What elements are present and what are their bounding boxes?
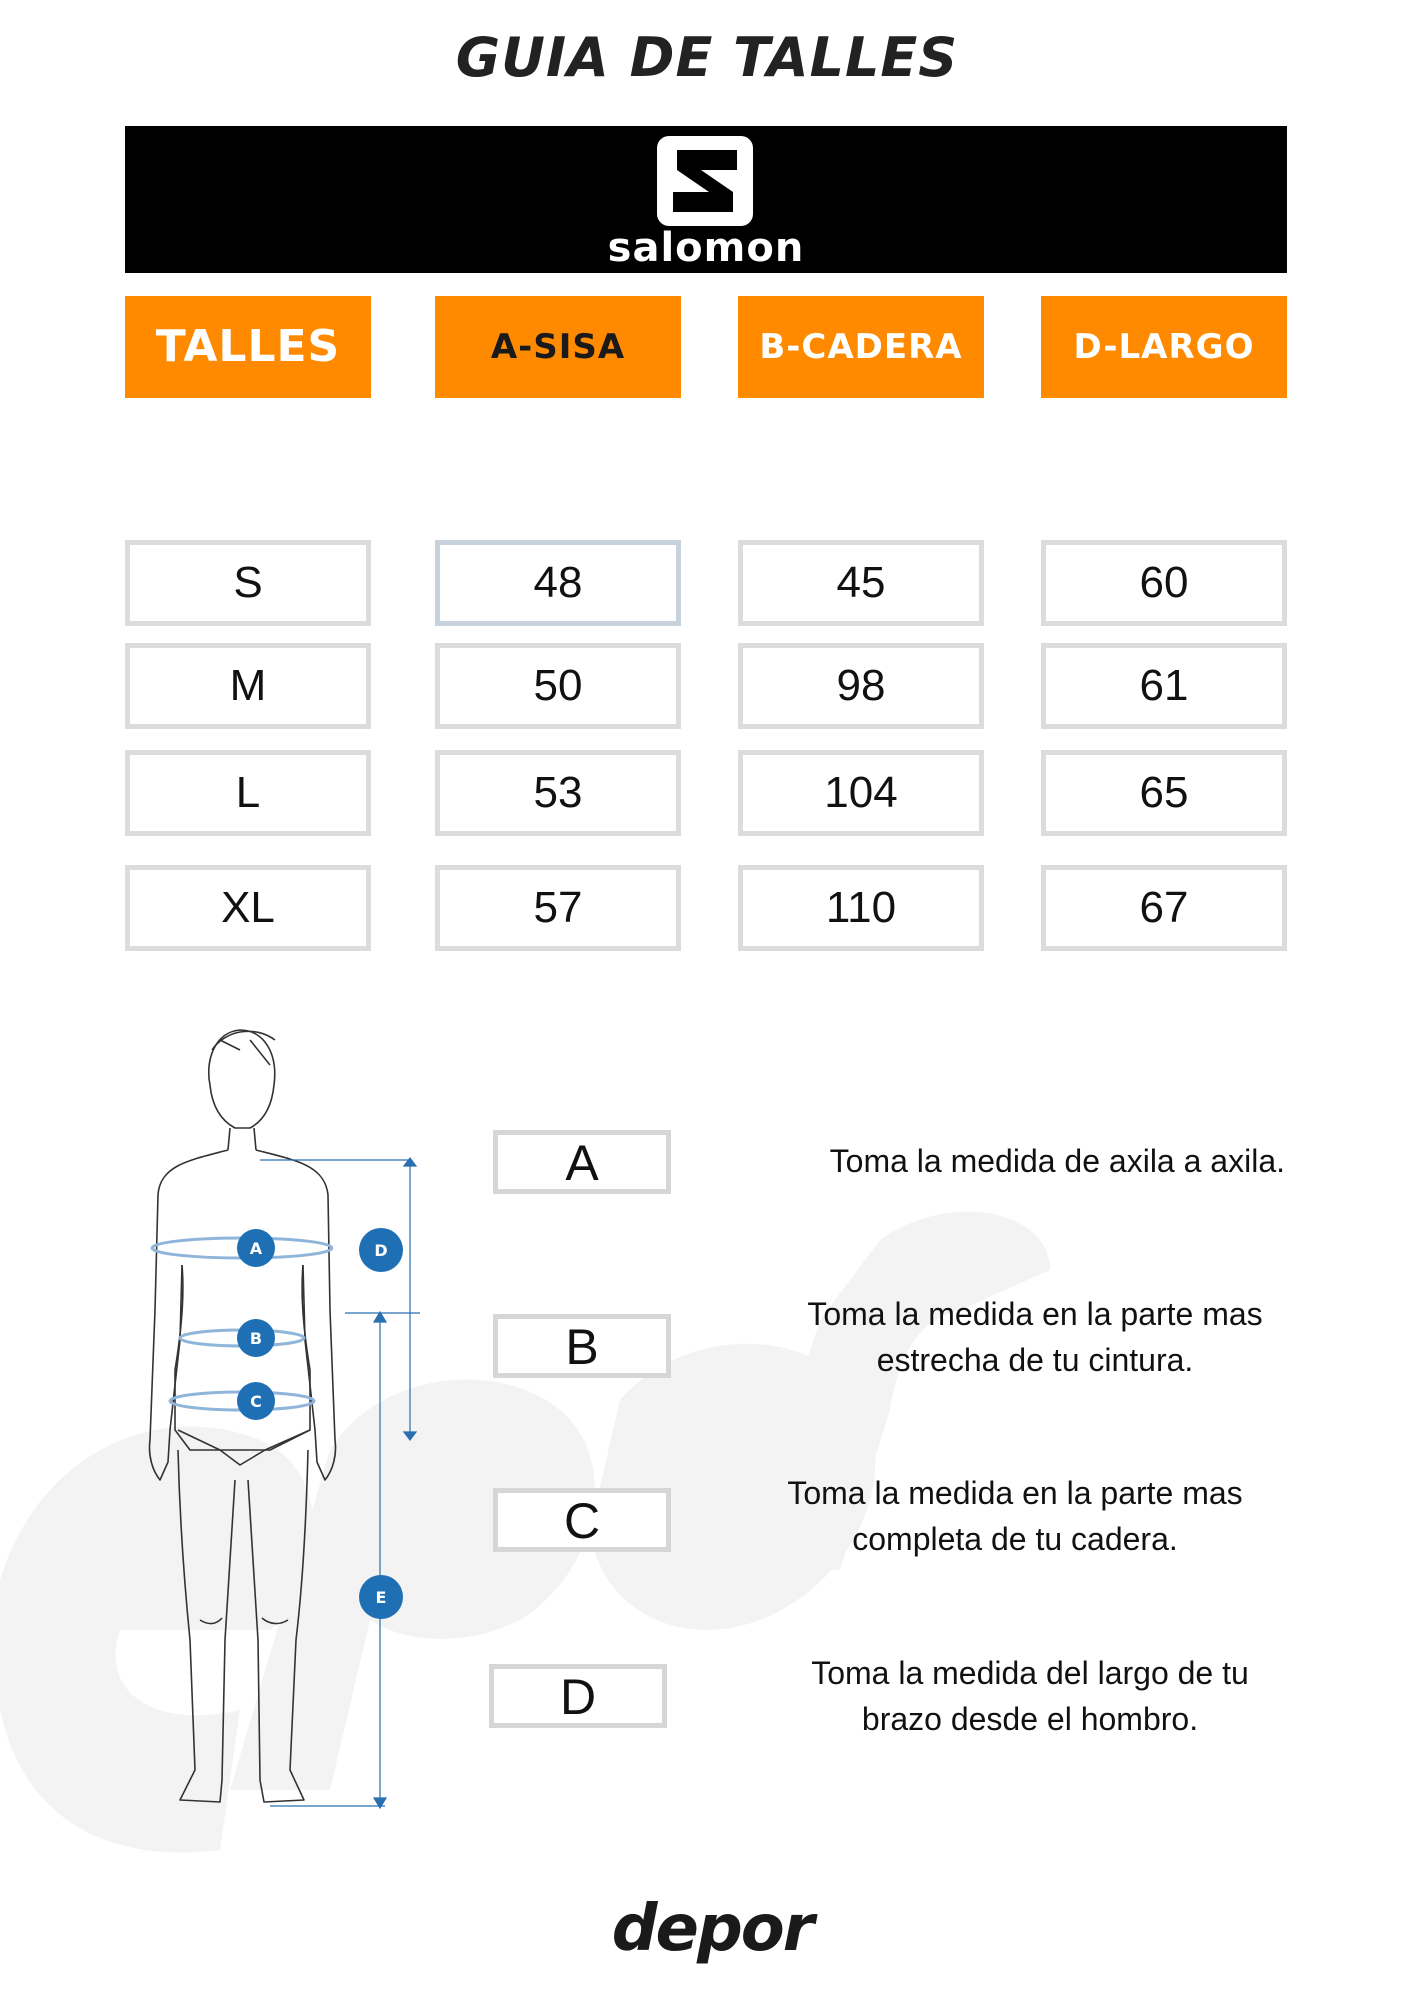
brand-banner <box>125 126 1287 273</box>
instruction-line: Toma la medida en la parte mas <box>787 1475 1243 1511</box>
table-cell-a: 48 <box>435 540 681 626</box>
table-cell-size: XL <box>125 865 371 951</box>
table-cell-size: S <box>125 540 371 626</box>
brand-name: salomon <box>607 225 805 271</box>
instruction-line: completa de tu cadera. <box>852 1521 1178 1557</box>
instruction-b <box>755 1291 1315 1383</box>
table-cell-a: 53 <box>435 750 681 836</box>
legend-letter-b: B <box>493 1314 671 1378</box>
marker-e-label: E <box>375 1588 387 1607</box>
header-label: A-SISA <box>490 327 626 367</box>
legend-letter-d: D <box>489 1664 667 1728</box>
table-cell-d: 60 <box>1041 540 1287 626</box>
marker-c-label: C <box>250 1392 262 1411</box>
instruction-line: Toma la medida del largo de tu <box>811 1655 1249 1691</box>
instruction-line: Toma la medida en la parte mas <box>807 1296 1263 1332</box>
table-cell-b: 110 <box>738 865 984 951</box>
header-a-sisa <box>435 296 681 398</box>
marker-b-label: B <box>249 1329 263 1348</box>
header-label: B-CADERA <box>759 327 963 367</box>
header-b-cadera <box>738 296 984 398</box>
instruction-c <box>735 1470 1295 1562</box>
instruction-a <box>725 1138 1285 1184</box>
table-cell-size: L <box>125 750 371 836</box>
legend-letter-c: C <box>493 1488 671 1552</box>
legend-letter-a: A <box>493 1130 671 1194</box>
table-cell-d: 65 <box>1041 750 1287 836</box>
table-cell-b: 98 <box>738 643 984 729</box>
table-cell-size: M <box>125 643 371 729</box>
table-cell-b: 104 <box>738 750 984 836</box>
table-cell-a: 50 <box>435 643 681 729</box>
footer-brand: depor <box>611 1892 813 1966</box>
header-label: D-LARGO <box>1073 327 1255 367</box>
instruction-line: estrecha de tu cintura. <box>876 1342 1194 1378</box>
header-talles <box>125 296 371 398</box>
table-cell-d: 61 <box>1041 643 1287 729</box>
marker-a-label: A <box>249 1239 263 1258</box>
instruction-d <box>750 1650 1310 1742</box>
salomon-logo-icon <box>657 136 753 226</box>
body-measurement-figure <box>130 1010 430 1830</box>
marker-d-label: D <box>374 1241 388 1260</box>
instruction-line: brazo desde el hombro. <box>861 1701 1199 1737</box>
depor-logo-icon <box>582 1888 842 1968</box>
header-label: TALLES <box>155 321 341 372</box>
table-cell-b: 45 <box>738 540 984 626</box>
table-cell-d: 67 <box>1041 865 1287 951</box>
header-d-largo <box>1041 296 1287 398</box>
table-cell-a: 57 <box>435 865 681 951</box>
instruction-line: Toma la medida de axila a axila. <box>829 1143 1285 1179</box>
page-title: GUIA DE TALLES <box>455 26 959 89</box>
